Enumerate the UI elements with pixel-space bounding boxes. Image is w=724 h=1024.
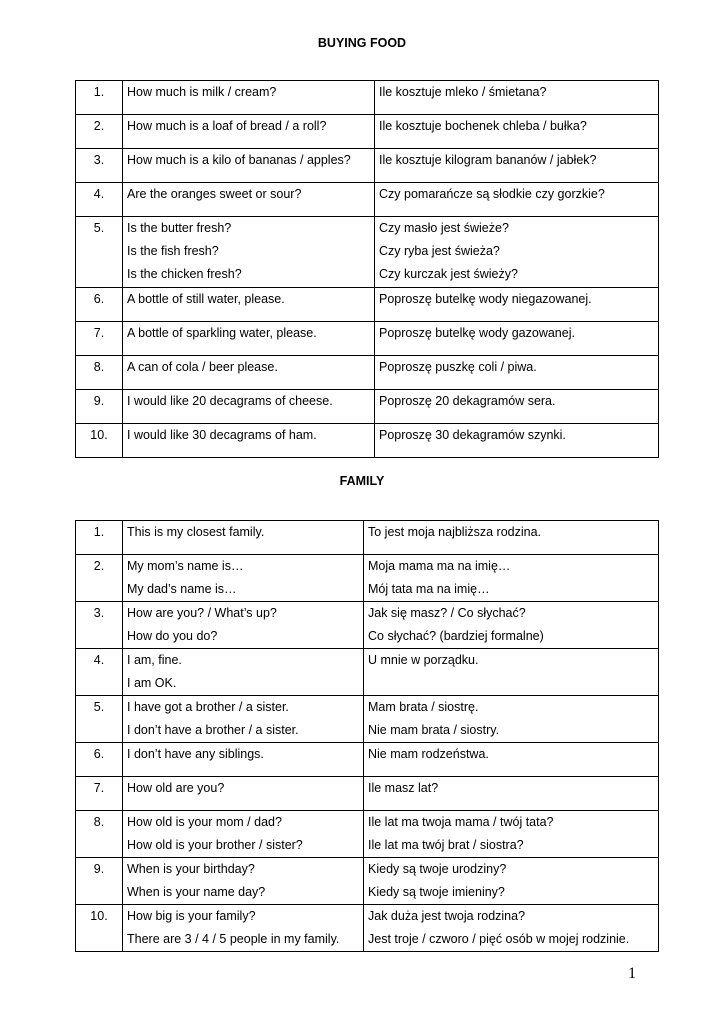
english-phrase-cell — [123, 288, 375, 322]
row-number: 9. — [76, 390, 123, 424]
row-number: 7. — [76, 322, 123, 356]
table-row — [76, 322, 659, 356]
section-title-buying-food: BUYING FOOD — [317, 36, 407, 50]
row-number: 3. — [76, 149, 123, 183]
row-number: 1. — [76, 81, 123, 115]
polish-translation: Poproszę butelkę wody gazowanej. — [379, 326, 575, 340]
buying-food-table — [75, 80, 659, 458]
polish-translation: Kiedy są twoje imieniny? — [368, 885, 505, 899]
english-phrase-cell — [123, 424, 375, 458]
english-phrase: I don’t have any siblings. — [127, 747, 264, 761]
english-phrase: A bottle of still water, please. — [127, 292, 285, 306]
table-row — [76, 777, 659, 811]
polish-translation-cell — [375, 424, 659, 458]
english-phrase: How much is a kilo of bananas / apples? — [127, 153, 351, 167]
family-table — [75, 520, 659, 952]
polish-translation: Poproszę butelkę wody niegazowanej. — [379, 292, 592, 306]
polish-translation: Ile masz lat? — [368, 781, 439, 795]
polish-translation: To jest moja najbliższa rodzina. — [368, 525, 541, 539]
english-phrase-cell — [123, 217, 375, 288]
page-number: 1 — [628, 965, 636, 982]
row-number: 10. — [76, 905, 123, 952]
english-phrase-cell — [123, 649, 364, 696]
polish-translation: Poproszę 20 dekagramów sera. — [379, 394, 556, 408]
english-phrase-cell — [123, 743, 364, 777]
english-phrase-cell — [123, 858, 364, 905]
english-phrase: I am, fine. — [127, 653, 182, 667]
table-row — [76, 390, 659, 424]
table-row — [76, 217, 659, 288]
row-number: 10. — [76, 424, 123, 458]
row-number: 6. — [76, 743, 123, 777]
english-phrase-cell — [123, 905, 364, 952]
english-phrase-cell — [123, 183, 375, 217]
polish-translation-cell — [375, 149, 659, 183]
row-number: 7. — [76, 777, 123, 811]
polish-translation: Czy ryba jest świeża? — [379, 244, 500, 258]
english-phrase: How do you do? — [127, 629, 218, 643]
table-row — [76, 696, 659, 743]
table-row — [76, 649, 659, 696]
polish-translation-cell — [364, 905, 659, 952]
english-phrase-cell — [123, 696, 364, 743]
polish-translation: Poproszę 30 dekagramów szynki. — [379, 428, 566, 442]
polish-translation: U mnie w porządku. — [368, 653, 479, 667]
table-row — [76, 288, 659, 322]
english-phrase: I would like 20 decagrams of cheese. — [127, 394, 333, 408]
polish-translation: Mam brata / siostrę. — [368, 700, 479, 714]
row-number: 9. — [76, 858, 123, 905]
polish-translation-cell — [364, 649, 659, 696]
section-title-family: FAMILY — [339, 474, 385, 488]
english-phrase: How are you? / What’s up? — [127, 606, 277, 620]
english-phrase-cell — [123, 777, 364, 811]
english-phrase-cell — [123, 115, 375, 149]
english-phrase: I am OK. — [127, 676, 177, 690]
table-row — [76, 149, 659, 183]
english-phrase-cell — [123, 521, 364, 555]
polish-translation: Jak duża jest twoja rodzina? — [368, 909, 526, 923]
polish-translation-cell — [364, 743, 659, 777]
english-phrase-cell — [123, 390, 375, 424]
row-number: 1. — [76, 521, 123, 555]
polish-translation: Kiedy są twoje urodziny? — [368, 862, 507, 876]
english-phrase: I have got a brother / a sister. — [127, 700, 289, 714]
english-phrase-cell — [123, 356, 375, 390]
polish-translation: Nie mam brata / siostry. — [368, 723, 500, 737]
polish-translation: Ile lat ma twój brat / siostra? — [368, 838, 524, 852]
polish-translation-cell — [375, 356, 659, 390]
polish-translation: Jak się masz? / Co słychać? — [368, 606, 526, 620]
english-phrase-cell — [123, 81, 375, 115]
english-phrase: My mom’s name is… — [127, 559, 244, 573]
english-phrase: How old is your mom / dad? — [127, 815, 282, 829]
table-row — [76, 424, 659, 458]
polish-translation: Czy masło jest świeże? — [379, 221, 509, 235]
polish-translation-cell — [375, 183, 659, 217]
row-number: 4. — [76, 183, 123, 217]
row-number: 2. — [76, 115, 123, 149]
table-row — [76, 858, 659, 905]
english-phrase: How much is milk / cream? — [127, 85, 277, 99]
english-phrase: Is the chicken fresh? — [127, 267, 242, 281]
polish-translation-cell — [364, 521, 659, 555]
english-phrase: How big is your family? — [127, 909, 256, 923]
polish-translation: Nie mam rodzeństwa. — [368, 747, 489, 761]
english-phrase-cell — [123, 149, 375, 183]
english-phrase: My dad’s name is… — [127, 582, 237, 596]
table-row — [76, 115, 659, 149]
english-phrase: This is my closest family. — [127, 525, 265, 539]
english-phrase: Are the oranges sweet or sour? — [127, 187, 302, 201]
english-phrase: A can of cola / beer please. — [127, 360, 278, 374]
english-phrase: How old is your brother / sister? — [127, 838, 303, 852]
table-row — [76, 811, 659, 858]
english-phrase: I don’t have a brother / a sister. — [127, 723, 299, 737]
english-phrase-cell — [123, 811, 364, 858]
row-number: 5. — [76, 696, 123, 743]
polish-translation-cell — [375, 322, 659, 356]
polish-translation-cell — [375, 217, 659, 288]
table-row — [76, 356, 659, 390]
polish-translation: Ile kosztuje mleko / śmietana? — [379, 85, 547, 99]
polish-translation: Co słychać? (bardziej formalne) — [368, 629, 544, 643]
polish-translation: Mój tata ma na imię… — [368, 582, 490, 596]
table-row — [76, 81, 659, 115]
row-number: 2. — [76, 555, 123, 602]
row-number: 5. — [76, 217, 123, 288]
row-number: 3. — [76, 602, 123, 649]
table-row — [76, 905, 659, 952]
english-phrase: How much is a loaf of bread / a roll? — [127, 119, 327, 133]
polish-translation: Ile kosztuje kilogram bananów / jabłek? — [379, 153, 597, 167]
row-number: 8. — [76, 356, 123, 390]
english-phrase: How old are you? — [127, 781, 225, 795]
row-number: 4. — [76, 649, 123, 696]
polish-translation-cell — [364, 858, 659, 905]
polish-translation-cell — [375, 115, 659, 149]
polish-translation-cell — [364, 602, 659, 649]
english-phrase: When is your name day? — [127, 885, 266, 899]
polish-translation: Ile lat ma twoja mama / twój tata? — [368, 815, 554, 829]
english-phrase: Is the fish fresh? — [127, 244, 219, 258]
polish-translation-cell — [364, 811, 659, 858]
polish-translation-cell — [375, 81, 659, 115]
english-phrase: A bottle of sparkling water, please. — [127, 326, 317, 340]
english-phrase: Is the butter fresh? — [127, 221, 232, 235]
polish-translation: Czy pomarańcze są słodkie czy gorzkie? — [379, 187, 605, 201]
english-phrase-cell — [123, 555, 364, 602]
table-row — [76, 743, 659, 777]
polish-translation: Moja mama ma na imię… — [368, 559, 511, 573]
row-number: 8. — [76, 811, 123, 858]
english-phrase-cell — [123, 602, 364, 649]
english-phrase-cell — [123, 322, 375, 356]
polish-translation-cell — [375, 288, 659, 322]
english-phrase: When is your birthday? — [127, 862, 255, 876]
table-row — [76, 602, 659, 649]
english-phrase: I would like 30 decagrams of ham. — [127, 428, 317, 442]
table-row — [76, 521, 659, 555]
polish-translation: Poproszę puszkę coli / piwa. — [379, 360, 537, 374]
row-number: 6. — [76, 288, 123, 322]
english-phrase: There are 3 / 4 / 5 people in my family. — [127, 932, 340, 946]
table-row — [76, 555, 659, 602]
polish-translation: Jest troje / czworo / pięć osób w mojej rodzinie. — [368, 932, 630, 946]
polish-translation-cell — [364, 696, 659, 743]
polish-translation-cell — [364, 777, 659, 811]
polish-translation: Ile kosztuje bochenek chleba / bułka? — [379, 119, 587, 133]
polish-translation-cell — [364, 555, 659, 602]
polish-translation: Czy kurczak jest świeży? — [379, 267, 518, 281]
polish-translation-cell — [375, 390, 659, 424]
table-row — [76, 183, 659, 217]
